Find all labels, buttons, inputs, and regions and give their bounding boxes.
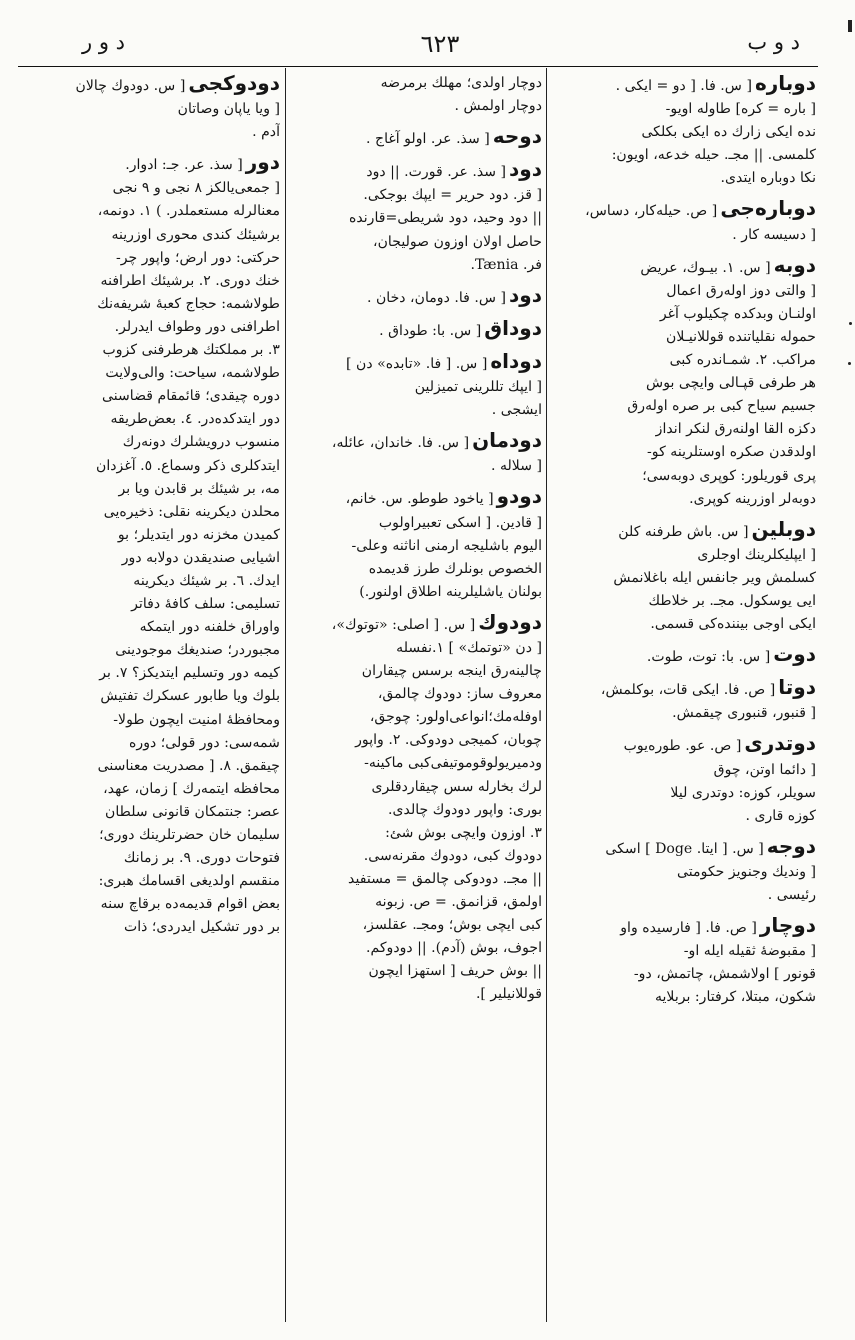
entry-headword: دوتا	[778, 675, 816, 700]
entry-line: || مجـ. دودوکی چالمق = مستفید	[348, 870, 542, 887]
entry-headword: دوحه	[492, 124, 542, 149]
entry-line: منقسم اولدیغی اقسامك هبری:	[98, 873, 280, 890]
entry-line: چالینه‌رق اینجه برسس چیقاران	[361, 663, 542, 680]
entry-line: دودوك کبی، دودوك مقرنه‌سی.	[363, 847, 542, 864]
column-middle	[290, 72, 542, 1318]
entry-line: مراكب. ٢. شمـاندره کبی	[669, 352, 816, 369]
column-divider-right	[546, 68, 547, 1322]
entry-line: [ س. [ ایتا. Doge ] اسکی	[605, 840, 764, 857]
dictionary-entry	[290, 317, 542, 343]
entry-line: آدم .	[252, 124, 280, 141]
entry-line: [ قز. دود حریر = ایپك بوجکی.	[363, 187, 542, 204]
entry-line: حموله نقلیاتنده قوللانیـلان	[666, 328, 816, 345]
entry-line: فر. Tænia.	[470, 256, 542, 273]
dictionary-entry	[290, 611, 542, 1007]
entry-line: شمه‌سی: دور قولی؛ دوره	[129, 734, 280, 751]
entry-line: محافظه ایتمه‌رك ] زمان، عهد،	[103, 780, 280, 797]
entry-line: اوفله‌مك؛انواعی‌اولور: چوجق،	[369, 709, 542, 726]
entry-line: اشیایی صندیقدن دولابه دور	[121, 549, 280, 566]
entry-headword: دور	[245, 150, 280, 175]
entry-line: [ دسیسه کار .	[732, 226, 816, 243]
entry-line: [ ایپك تللرینی تمیزلین	[414, 379, 542, 396]
entry-line: دکزه القا اولنه‌رق لنکر انداز	[655, 421, 816, 438]
entry-line: [ ص. حیله‌کار، دساس،	[585, 203, 718, 220]
entry-line: [ سلاله .	[490, 458, 542, 475]
entry-line: لرك بخارله سس چیقاردقلری	[371, 778, 542, 795]
entry-line: [ جمعی‌یالکز ٨ نجی و ٩ نجی	[112, 180, 280, 197]
entry-line: [ س. [ اصلی: «توتوك»،	[331, 616, 476, 633]
entry-line: رئیسی .	[767, 887, 816, 903]
dictionary-entry	[552, 254, 816, 511]
entry-line: دوره چیقدی؛ قائمقام قضاسنی	[101, 388, 280, 405]
entry-line: تسلیمی: سلف کافهٔ دفاتر	[131, 596, 280, 613]
entry-headword: دوداق	[484, 315, 542, 340]
entry-line: [ س. فا. خاندان، عائله،	[331, 435, 470, 452]
entry-line: [ س. باش طرفنه کلن	[618, 523, 749, 540]
entry-line: الیوم باشلیجه ارمنی اناثنه وعلی-	[351, 537, 542, 554]
entry-line: [ ص. فا. [ فارسیده واو	[620, 920, 757, 937]
entry-line: محلدن دیکرینه نقلی: ذخیره‌یی	[103, 503, 280, 520]
entry-line: پری قوریلور: کوپری دوبه‌سی؛	[642, 467, 816, 484]
entry-line: || دود وحید، دود شریطی=قارنده	[348, 210, 542, 227]
header-rule	[18, 66, 818, 67]
entry-line: معروف ساز: دودوك چالمق،	[377, 686, 542, 703]
entry-line: [ وندیك وجنویز حکومتی	[677, 863, 816, 880]
entry-line: قونور ] اولاشمش، چاتمش، دو-	[633, 966, 816, 983]
entry-line: اولدقدن صکره اوستلرینه کو-	[647, 444, 816, 461]
entry-headword: دوباره	[754, 72, 816, 95]
entry-line: || بوش حریف [ استهزا ایچون	[368, 963, 542, 980]
entry-headword: دوبلین	[751, 516, 816, 541]
entry-line: [ قادین. [ اسکی تعبیراولوب	[378, 514, 542, 531]
dictionary-entry	[18, 151, 280, 939]
entry-headword: دوت	[773, 642, 816, 667]
entry-line: بولنان یاشلیلرینه اطلاق اولنور.)	[359, 583, 542, 600]
entry-line: [ ص. عو. طوره‌یوب	[623, 738, 742, 755]
column-right	[552, 72, 816, 1318]
dictionary-entry	[552, 72, 816, 190]
entry-headword: دودوك	[478, 609, 542, 634]
entry-line: اولنـان وبدکده چکیلوب آغر	[659, 305, 816, 322]
margin-dot	[848, 362, 851, 365]
entry-line: [ والتی دوز اوله‌رق اعمال	[666, 282, 816, 299]
entry-line: [ دائما اوتن، چوق	[713, 761, 816, 778]
entry-headword: دوبه	[773, 252, 816, 277]
entry-line: حرکتی: دور ارض؛ واپور چر-	[116, 249, 280, 266]
entry-line: طولاشمه: حجاج کعبهٔ شریفه‌نك	[97, 295, 280, 312]
entry-line: ٣. بر مملکتك هرطرفنی کزوب	[102, 342, 280, 359]
entry-line: منسوب درویشلرك دونه‌رك	[122, 434, 280, 451]
entry-line: مجبوردر؛ صندیغك موجودینی	[115, 642, 280, 659]
entry-headword: دوتدری	[744, 731, 816, 756]
entry-line: [ دن «توتمك» ] ١.نفسله	[396, 639, 542, 656]
entry-line: اولمق، قزانمق. = ص. زبونه	[375, 894, 542, 910]
column-divider-left	[285, 68, 286, 1322]
dictionary-entry	[290, 125, 542, 151]
dictionary-entry	[18, 72, 280, 144]
entry-headword: دودوکجی	[188, 72, 280, 95]
entry-line: [ مقبوضهٔ ثقیله ایله او-	[683, 943, 816, 960]
entry-line: [ باره = كره] طاوله اویو-	[665, 101, 816, 118]
entry-line: ایتدکلری ذکر وسماع. ٥. آغزدان	[96, 457, 280, 474]
dictionary-entry	[290, 284, 542, 310]
dictionary-entry	[290, 350, 542, 422]
entry-line: شکون، مبتلا، کرفتار: بربلایه	[654, 989, 816, 1006]
entry-line: معنالرله مستعملدر. ) ١. دونمه،	[97, 203, 280, 220]
entry-line: حاصل اولان اوزون صولیجان،	[373, 233, 542, 250]
header-right-guide: د و ب	[747, 30, 800, 54]
entry-line: واوراق خلفنه دور ایتمکه	[139, 619, 280, 636]
entry-line: [ س. ١. بیـوك، عریض	[640, 259, 771, 276]
dictionary-entry	[290, 158, 542, 276]
entry-line: کوزه قاری .	[745, 807, 816, 824]
entry-line: کمیدن مخزنه دور ایتدیلر؛ بو	[117, 526, 280, 543]
entry-headword: دود	[509, 157, 542, 182]
entry-line: ومحافظهٔ امنیت ایچون طولا-	[113, 711, 280, 728]
dictionary-entry	[290, 72, 542, 118]
entry-line: طولاشمه، سیاحت: والی‌ولایت	[105, 365, 280, 382]
entry-line: بر دور تشکیل ایدردی؛ ذات	[123, 919, 280, 936]
entry-line: اطرافنی دور وطواف ایدرلر.	[114, 318, 280, 335]
entry-line: بعض اقوام قدیمه‌ده برقاچ سنه	[100, 896, 280, 913]
entry-line: دور ایتدکده‌در. ٤. بعض‌طریقه	[110, 411, 280, 428]
page-number: ٦٢٣	[420, 30, 460, 58]
entry-line: بلوك ویا طابور عسکرك تفتیش	[100, 688, 280, 705]
entry-line: [ س. با: توت، طوت.	[646, 649, 771, 666]
entry-line: [ س. [ فا. «تابده» دن ]	[346, 355, 488, 372]
entry-line: سلیمان خان حضرتلرینك دوری؛	[99, 827, 280, 843]
entry-line: کسلمش ویر جانفس ایله باغلانمش	[613, 569, 816, 586]
entry-line: بوری: واپور دودوك چالدی.	[388, 801, 542, 818]
dictionary-entry	[552, 518, 816, 636]
dictionary-entry	[552, 643, 816, 669]
entry-line: کیمه دور وتسلیم ایتدیکز؟ ٧. بر	[99, 665, 280, 682]
dictionary-entry	[552, 835, 816, 907]
entry-line: ودمیریولوقوموتیفی‌کبی ماکینه-	[364, 755, 542, 772]
entry-line: کلمسی. || مجـ. حیله خدعه، اویون:	[611, 147, 816, 164]
entry-line: ایکی اوجی بیننده‌کی قسمی.	[650, 616, 816, 633]
entry-line: اجوف، بوش (آدم). || دودوکم.	[365, 940, 542, 957]
entry-line: [ سذ. عر. جـ: ادوار.	[125, 157, 243, 174]
entry-line: [ سذ. عر. اولو آغاج .	[366, 131, 490, 148]
entry-headword: دودو	[496, 484, 542, 509]
entry-line: [ س. با: طوداق .	[379, 322, 482, 339]
entry-headword: دود	[509, 282, 542, 307]
entry-line: [ س. فا. دومان، دخان .	[366, 289, 507, 306]
entry-line: کبی ایچی بوش؛ ومجـ. عقلسز،	[362, 917, 542, 934]
entry-headword: دودمان	[472, 428, 542, 453]
entry-line: مه، بر شیئك بر قابدن ویا بر	[118, 480, 280, 497]
entry-line: [ س. فا. [ دو = ایکی .	[615, 78, 752, 94]
entry-line: [ ویا یاپان وصاتان	[177, 101, 280, 118]
entry-line: ٣. اوزون وایچی بوش شئ:	[385, 824, 542, 841]
entry-line: [ ص. فا. ایکی قات، بوکلمش،	[600, 682, 776, 699]
dictionary-entry	[552, 676, 816, 725]
entry-headword: دوباره‌جی	[720, 196, 816, 221]
entry-line: [ ایپلیکلرینك اوجلری	[697, 546, 816, 563]
entry-line: برشیئك کندی محوری اوزرینه	[111, 226, 280, 243]
entry-line: عصر: جنتمكان قانونی سلطان	[105, 803, 280, 820]
entry-line: ایشجی .	[491, 402, 542, 419]
entry-line: ایدك. ٦. بر شیئك دیکرینه	[133, 572, 280, 589]
dictionary-entry	[552, 197, 816, 246]
entry-line: خنك دوری. ٢. برشیئك اطرافنه	[100, 272, 280, 289]
dictionary-entry	[290, 429, 542, 478]
entry-line: نده ایکی زارك ده ایکی بکلکی	[641, 124, 816, 141]
entry-line: سویلر، کوزه: دوتدری لیلا	[670, 784, 816, 801]
entry-line: چیقمق. ٨. [ مصدریت معناسنی	[97, 757, 280, 774]
entry-line: دوچار اولمش .	[454, 98, 542, 115]
corner-mark	[848, 20, 852, 32]
entry-headword: دوجه	[766, 833, 816, 858]
entry-line: فتوحات دوری. ٩. بر زمانك	[123, 850, 280, 867]
dictionary-entry	[552, 732, 816, 827]
header-left-guide: د و ر	[82, 30, 125, 54]
dictionary-entry	[290, 485, 542, 603]
entry-line: دوچار اولدی؛ مهلك برمرضه	[380, 75, 542, 91]
margin-dot	[849, 322, 852, 325]
entry-line: [ قنبور، قنبوری چیقمش.	[672, 705, 816, 722]
column-left	[18, 72, 280, 1318]
entry-line: جسیم سیاح کبی بر صره اوله‌رق	[627, 398, 816, 415]
entry-line: ایی یوسکول. مجـ. بر خلاطك	[648, 592, 816, 609]
dictionary-entry	[552, 914, 816, 1009]
entry-headword: دوداه	[490, 348, 542, 373]
entry-line: چوبان، کمیجی دودوکی. ٢. واپور	[355, 732, 542, 749]
entry-line: نكا دوباره ایتدی.	[720, 170, 816, 187]
entry-line: [ سذ. عر. قورت. || دود	[366, 164, 507, 181]
entry-line: [ س. دودوك چالان	[75, 78, 186, 94]
entry-headword: دوچار	[759, 913, 816, 938]
entry-line: الخصوص بونلرك طرز قدیمده	[368, 560, 542, 577]
entry-line: [ یاخود طوطو. س. خانم،	[345, 491, 494, 508]
entry-line: هر طرفی قپـالی وایچی بوش	[646, 375, 816, 392]
entry-line: قوللانیلیر ].	[475, 986, 542, 1003]
entry-line: دوبه‌لر اوزرینه کوپری.	[689, 490, 816, 507]
